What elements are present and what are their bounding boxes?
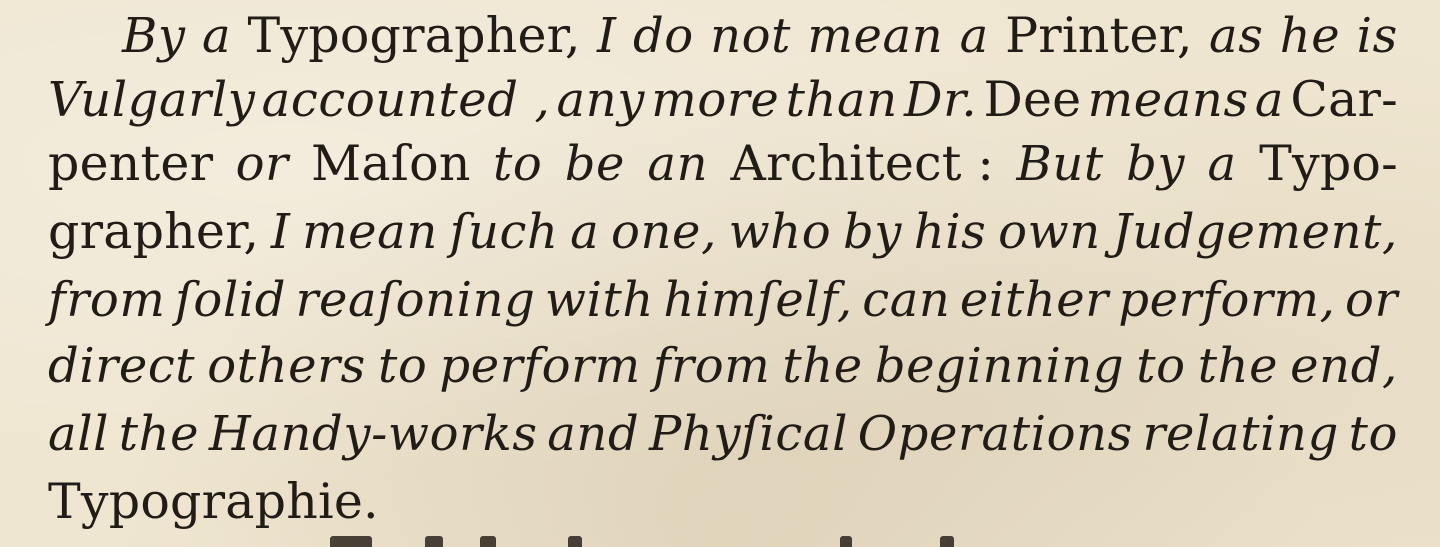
word: a	[201, 8, 232, 64]
word: By	[122, 8, 186, 64]
text-line-5	[48, 268, 1398, 332]
word: from	[652, 338, 771, 394]
word: to	[1136, 338, 1186, 394]
word: reaſoning	[295, 272, 536, 328]
text-line-3	[48, 132, 1398, 196]
word: a	[1254, 72, 1285, 128]
word: either	[959, 272, 1109, 328]
word: to	[492, 136, 543, 192]
word: ſolid	[174, 272, 287, 328]
word: one,	[611, 204, 717, 260]
word: or	[235, 136, 289, 192]
word: his	[913, 204, 987, 260]
word: he	[1279, 8, 1341, 64]
word: than	[785, 72, 898, 128]
word: and	[547, 406, 640, 462]
word: is	[1356, 8, 1398, 64]
word: mean	[807, 8, 944, 64]
word: with	[544, 272, 654, 328]
word: not	[710, 8, 792, 64]
word: Judgement,	[1112, 204, 1398, 260]
word: Typographie.	[48, 473, 379, 530]
word: accounted ,	[261, 72, 551, 128]
word: a	[959, 8, 989, 64]
text-line-7	[48, 402, 1398, 466]
word: the	[782, 338, 863, 394]
word: Handy-works	[208, 406, 538, 462]
word: Operations	[857, 406, 1133, 462]
text-line-1	[122, 4, 1398, 68]
word: as	[1209, 8, 1264, 64]
word: relating	[1142, 406, 1339, 462]
word: I	[597, 8, 617, 64]
word: mean	[302, 204, 438, 260]
word: direct	[48, 338, 196, 394]
word: any	[556, 72, 645, 128]
cropped-glyph	[425, 536, 443, 547]
word: perform,	[1118, 272, 1336, 328]
word: means	[1087, 72, 1249, 128]
cropped-glyph	[330, 536, 372, 547]
word: an	[647, 136, 709, 192]
word: the	[118, 406, 200, 462]
word: perform	[439, 338, 641, 394]
word: Maſon	[311, 135, 471, 192]
word: a	[570, 204, 600, 260]
word: to	[1348, 406, 1398, 462]
cropped-glyph	[840, 536, 852, 547]
word: Typo-	[1259, 135, 1398, 192]
word: Car-	[1290, 71, 1398, 128]
cropped-glyph	[568, 536, 582, 547]
word: or	[1344, 272, 1398, 328]
word: Printer,	[1005, 7, 1193, 64]
text-line-2	[48, 68, 1398, 132]
word: Dr.	[904, 72, 978, 128]
word: end,	[1290, 338, 1398, 394]
word: Architect :	[730, 135, 995, 192]
text-line-4	[48, 200, 1398, 264]
word: grapher,	[48, 203, 260, 260]
word: by	[1126, 136, 1186, 192]
word: can	[862, 272, 951, 328]
word: all	[48, 406, 110, 462]
text-line-6	[48, 334, 1398, 398]
word: himſelf,	[663, 272, 853, 328]
word: do	[632, 8, 694, 64]
word: own	[998, 204, 1101, 260]
word: beginning	[874, 338, 1125, 394]
word: ſuch	[449, 204, 559, 260]
word: But	[1016, 136, 1104, 192]
word: Vulgarly	[48, 72, 256, 128]
word: I	[270, 204, 291, 260]
word: to	[377, 338, 428, 394]
cropped-glyph	[480, 536, 496, 547]
text-line-8	[48, 470, 1398, 534]
word: Phyſical	[648, 406, 849, 462]
word: Typographer,	[247, 7, 581, 64]
word: who	[728, 204, 832, 260]
word: by	[842, 204, 903, 260]
word: the	[1197, 338, 1279, 394]
word: penter	[48, 135, 214, 192]
word: more	[651, 72, 780, 128]
word: be	[564, 136, 626, 192]
word: others	[207, 338, 366, 394]
word: Dee	[983, 71, 1082, 128]
word: a	[1207, 136, 1237, 192]
cropped-glyph	[940, 536, 954, 547]
cropped-next-line	[330, 530, 1090, 547]
word: from	[48, 272, 166, 328]
